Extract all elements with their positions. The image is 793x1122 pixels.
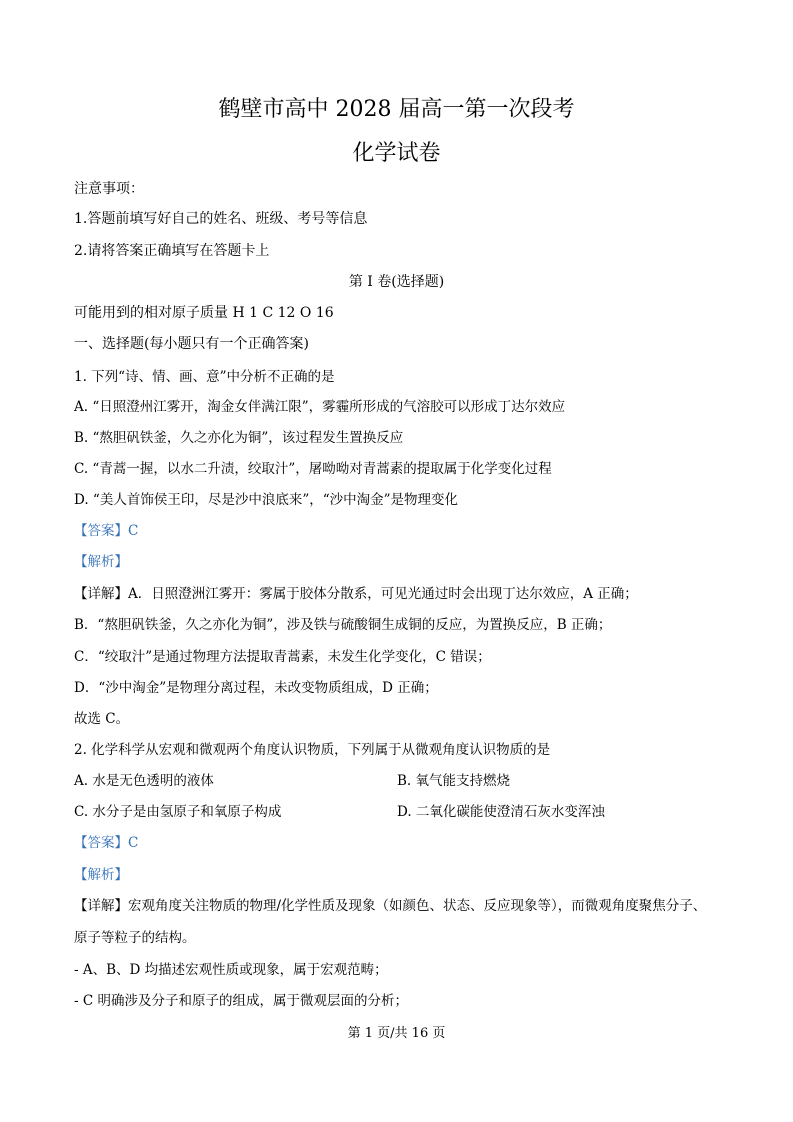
atomic-mass-line: 可能用到的相对原子质量 H 1 C 12 O 16	[74, 305, 334, 321]
page-footer: 第 1 页/共 16 页	[347, 1026, 446, 1041]
detail-line: C．“绞取汁”是通过物理方法提取青蒿素，未发生化学变化，C 错误；	[74, 649, 491, 665]
exam-title: 鹤壁市高中 2028 届高一第一次段考	[218, 97, 575, 122]
answer-label: 【答案】C	[74, 523, 139, 539]
volume-heading: 第 I 卷(选择题)	[348, 274, 445, 290]
detail-line: 【详解】宏观角度关注物质的物理/化学性质及现象（如颜色、状态、反应现象等），而微观角度聚焦分子、	[74, 898, 707, 914]
exam-subtitle: 化学试卷	[352, 141, 441, 166]
detail-line: 【详解】A．日照澄洲江雾开：雾属于胶体分散系，可见光通过时会出现丁达尔效应，A 正确；	[74, 586, 638, 602]
question-option: A. 水是无色透明的液体	[74, 773, 214, 789]
question-option: D. “美人首饰侯王印，尽是沙中浪底来”，“沙中淘金”是物理变化	[74, 492, 459, 508]
question-stem: 1. 下列“诗、情、画、意”中分析不正确的是	[74, 369, 335, 385]
question-option: A. “日照澄州江雾开，淘金女伴满江限”，雾霾所形成的气溶胶可以形成丁达尔效应	[74, 399, 566, 415]
answer-label: 【答案】C	[74, 835, 139, 851]
detail-line: D．“沙中淘金”是物理分离过程，未改变物质组成，D 正确；	[74, 680, 438, 696]
question-option: C. “青蒿一握，以水二升渍，绞取汁”，屠呦呦对青蒿素的提取属于化学变化过程	[74, 461, 552, 477]
question-option: B. “熬胆矾铁釜，久之亦化为铜”，该过程发生置换反应	[74, 430, 404, 446]
detail-line: - A、B、D 均描述宏观性质或现象，属于宏观范畴；	[74, 962, 388, 978]
question-option: D. 二氧化碳能使澄清石灰水变浑浊	[397, 804, 605, 820]
detail-line: - C 明确涉及分子和原子的组成，属于微观层面的分析；	[74, 993, 408, 1009]
detail-line: 故选 C。	[74, 711, 130, 727]
question-option: C. 水分子是由氢原子和氧原子构成	[74, 804, 282, 820]
detail-line: 原子等粒子的结构。	[74, 930, 196, 946]
analysis-label: 【解析】	[74, 554, 128, 570]
question-option: B. 氧气能支持燃烧	[397, 773, 511, 789]
section-heading: 一、选择题(每小题只有一个正确答案)	[74, 336, 309, 352]
notice-item: 2.请将答案正确填写在答题卡上	[74, 243, 270, 259]
question-stem: 2. 化学科学从宏观和微观两个角度认识物质，下列属于从微观角度认识物质的是	[74, 742, 551, 758]
analysis-label: 【解析】	[74, 867, 128, 883]
detail-line: B．“熬胆矾铁釜，久之亦化为铜”，涉及铁与硫酸铜生成铜的反应，为置换反应，B 正确；	[74, 617, 612, 633]
notice-heading: 注意事项：	[74, 181, 144, 197]
notice-item: 1.答题前填写好自己的姓名、班级、考号等信息	[74, 211, 368, 227]
